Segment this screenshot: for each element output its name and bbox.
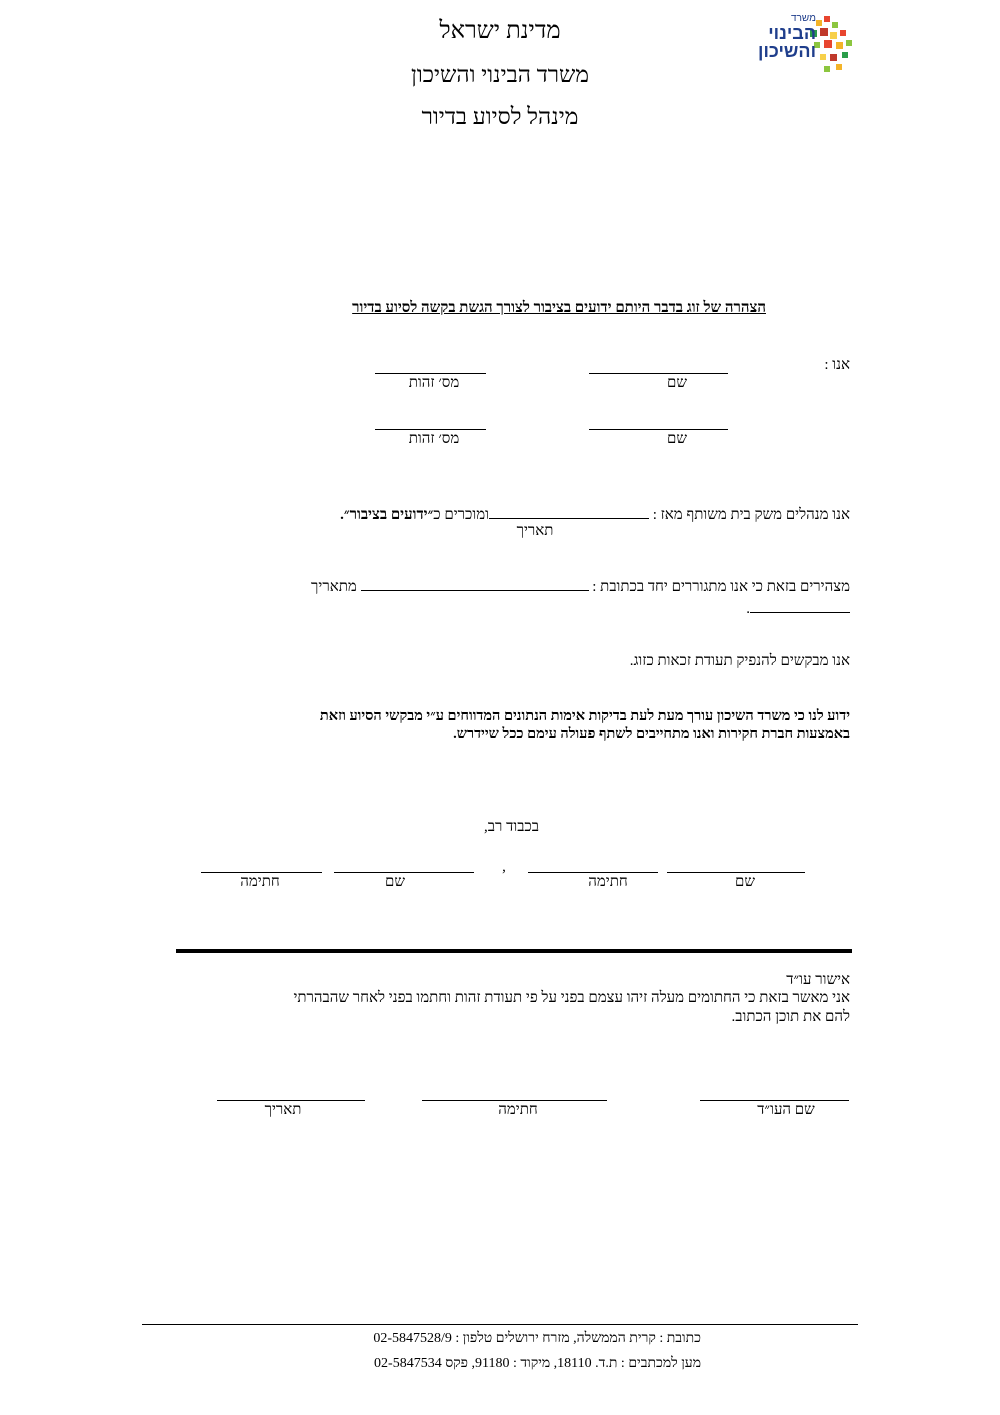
name-2-field[interactable] xyxy=(589,429,728,430)
lawyer-signature-label: חתימה xyxy=(498,1102,538,1118)
address-field[interactable] xyxy=(361,578,589,591)
lawyer-date-label: תאריך xyxy=(264,1102,302,1118)
since-date-field[interactable] xyxy=(750,600,850,613)
notice-line-1: ידוע לנו כי משרד השיכון עורך מעת לעת בדיקות אימות הנתונים המדווחים ע״י מבקשי הסיוע וזאת xyxy=(319,708,850,724)
lawyer-date-field[interactable] xyxy=(217,1100,365,1101)
signer-1-name-field[interactable] xyxy=(667,872,805,873)
signer-1-signature-label: חתימה xyxy=(588,874,628,890)
section-divider xyxy=(176,949,852,953)
household-date-label: תאריך xyxy=(516,523,554,539)
name-1-label: שם xyxy=(667,375,687,391)
signer-1-signature-field[interactable] xyxy=(528,872,658,873)
lawyer-signature-field[interactable] xyxy=(422,1100,607,1101)
footer-mailing: מען למכתבים : ת.ד. 18110, מיקוד : 91180, פקס 02-5847534 xyxy=(374,1356,701,1371)
form-title: הצהרה של זוג בדבר היותם ידועים בציבור לצורך הגשת בקשה לסיוע בדיור xyxy=(352,300,766,316)
notice-line-2: באמצעות חברת חקירות ואנו מתחייבים לשתף פעולה עימם ככל שיידרש. xyxy=(453,726,850,742)
household-date-field[interactable] xyxy=(489,506,649,519)
ministry-logo xyxy=(750,14,862,76)
signers-separator: , xyxy=(502,859,506,875)
signer-2-name-label: שם xyxy=(385,874,405,890)
id-1-field[interactable] xyxy=(375,373,486,374)
lawyer-title: אישור עו״ד xyxy=(786,972,850,988)
name-2-label: שם xyxy=(667,431,687,447)
header-ministry: משרד הבינוי והשיכון xyxy=(411,62,589,87)
name-1-field[interactable] xyxy=(589,373,728,374)
we-label: אנו : xyxy=(824,357,850,373)
request-text: אנו מבקשים להנפיק תעודת זכאות כזוג. xyxy=(629,653,850,669)
lawyer-text-2: להם את תוכן הכתוב. xyxy=(731,1009,850,1025)
id-1-label: מס׳ זהות xyxy=(408,375,460,391)
signer-2-name-field[interactable] xyxy=(334,872,474,873)
lawyer-text-1: אני מאשר בזאת כי החתומים מעלה זיהו עצמם בפני על פי תעודת זהות וחתמו בפני לאחר שהבהרתי xyxy=(293,990,850,1006)
footer-address: כתובת : קרית הממשלה, מזרח ירושלים טלפון : 02-5847528/9 xyxy=(373,1331,701,1346)
logo-text: משרד הבינוי והשיכון xyxy=(758,13,816,61)
signer-1-name-label: שם xyxy=(735,874,755,890)
lawyer-name-label: שם העו״ד xyxy=(757,1102,815,1118)
header-state: מדינת ישראל xyxy=(439,18,561,44)
header-department: מינהל לסיוע בדיור xyxy=(421,104,579,129)
address-text: מצהירים בזאת כי אנו מתגוררים יחד בכתובת : מתאריך xyxy=(311,579,850,595)
footer-divider xyxy=(142,1324,858,1325)
id-2-field[interactable] xyxy=(375,429,486,430)
signer-2-signature-field[interactable] xyxy=(201,872,322,873)
signer-2-signature-label: חתימה xyxy=(240,874,280,890)
household-text: אנו מנהלים משק בית משותף מאז : ומוכרים כ״ידועים בציבור״. xyxy=(340,507,850,523)
since-date-row: . xyxy=(746,600,850,618)
lawyer-name-field[interactable] xyxy=(700,1100,849,1101)
id-2-label: מס׳ זהות xyxy=(408,431,460,447)
regards-text: בכבוד רב, xyxy=(484,819,539,835)
